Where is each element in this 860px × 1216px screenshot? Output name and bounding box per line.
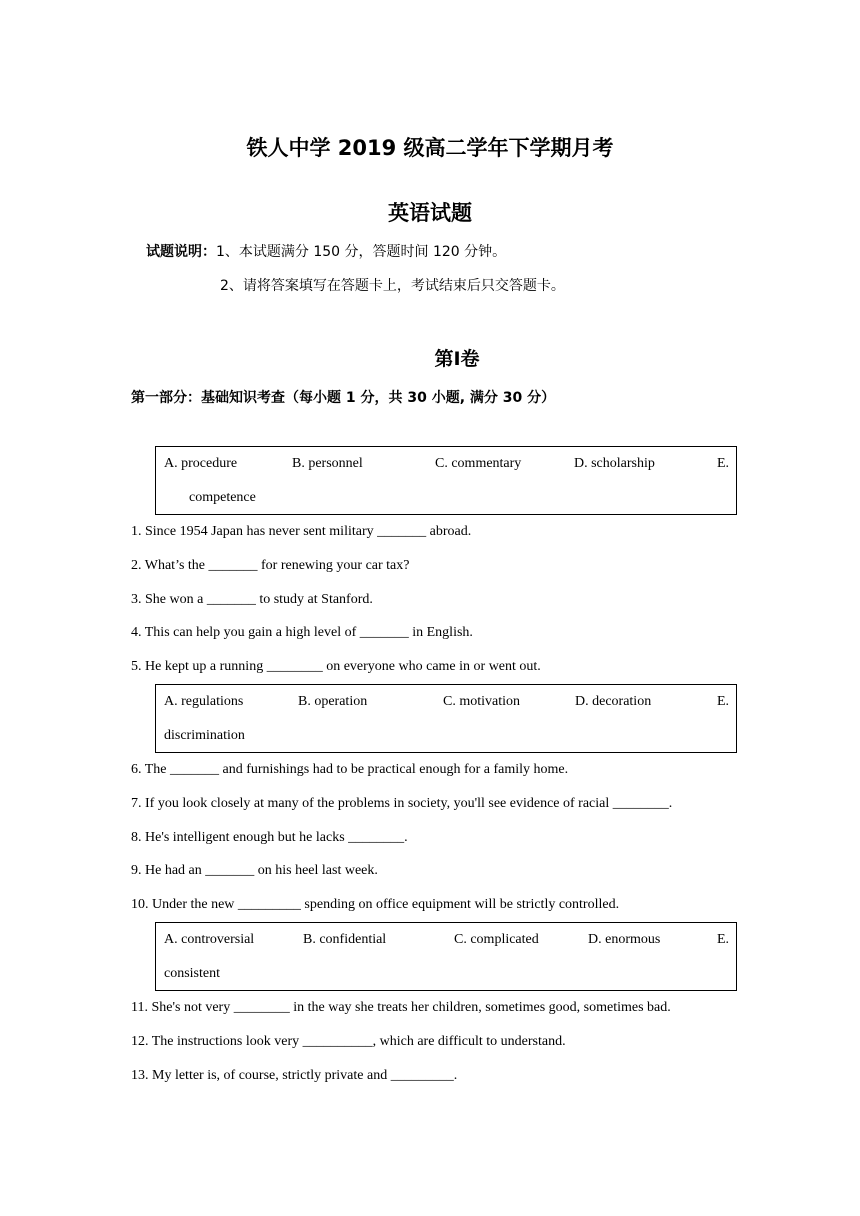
word-bank-option: A. controversial (164, 932, 255, 947)
question-item: 9. He had an _______ on his heel last week. (131, 863, 378, 878)
question-item: 10. Under the new _________ spending on office equipment will be strictly controlled. (131, 897, 620, 912)
word-bank-option: D. decoration (575, 694, 652, 709)
instructions-line-2: 2、请将答案填写在答题卡上，考试结束后只交答题卡。 (220, 278, 565, 294)
question-item: 1. Since 1954 Japan has never sent military _______ abroad. (131, 524, 472, 539)
word-bank-option-wrap: discrimination (164, 728, 245, 743)
word-bank-option: D. enormous (588, 932, 661, 947)
part-one-heading: 第一部分：基础知识考查（每小题 1 分，共 30 小题, 满分 30 分） (131, 390, 556, 406)
question-item: 6. The _______ and furnishings had to be practical enough for a family home. (131, 762, 569, 777)
question-item: 2. What’s the _______ for renewing your car tax? (131, 558, 410, 573)
word-bank-option: E. (717, 694, 730, 709)
question-item: 11. She's not very ________ in the way she treats her children, sometimes good, sometimes bad. (131, 1000, 671, 1015)
word-bank-option: E. (717, 456, 730, 471)
word-bank-option: A. regulations (164, 694, 244, 709)
question-item: 3. She won a _______ to study at Stanford. (131, 592, 373, 607)
word-bank-option: C. complicated (454, 932, 539, 947)
word-bank-option: A. procedure (164, 456, 238, 471)
word-bank-option: E. (717, 932, 730, 947)
question-item: 8. He's intelligent enough but he lacks ________. (131, 830, 408, 845)
word-bank-option: C. commentary (435, 456, 522, 471)
word-bank-option-wrap: competence (189, 490, 256, 505)
question-item: 13. My letter is, of course, strictly private and _________. (131, 1068, 458, 1083)
instructions-line-1 (146, 241, 506, 261)
exam-title: 铁人中学 2019 级高二学年下学期月考 (246, 136, 614, 160)
question-item: 12. The instructions look very __________, which are difficult to understand. (131, 1034, 566, 1049)
volume-heading: 第I卷 (434, 348, 480, 370)
word-bank-box-2 (155, 684, 737, 753)
word-bank-option: B. operation (298, 694, 368, 709)
word-bank-box-1 (155, 446, 737, 515)
word-bank-box-3 (155, 922, 737, 991)
word-bank-option: B. personnel (292, 456, 363, 471)
word-bank-option: B. confidential (303, 932, 387, 947)
word-bank-option: C. motivation (443, 694, 520, 709)
word-bank-option: D. scholarship (574, 456, 655, 471)
word-bank-option-wrap: consistent (164, 966, 220, 981)
exam-subtitle: 英语试题 (388, 201, 472, 225)
question-item: 7. If you look closely at many of the problems in society, you'll see evidence of racial ________. (131, 796, 673, 811)
instructions-label: 试题说明： (146, 244, 216, 260)
instructions-text-1: 1、本试题满分 150 分，答题时间 120 分钟。 (216, 244, 507, 260)
question-item: 5. He kept up a running ________ on everyone who came in or went out. (131, 659, 541, 674)
question-item: 4. This can help you gain a high level of _______ in English. (131, 625, 473, 640)
